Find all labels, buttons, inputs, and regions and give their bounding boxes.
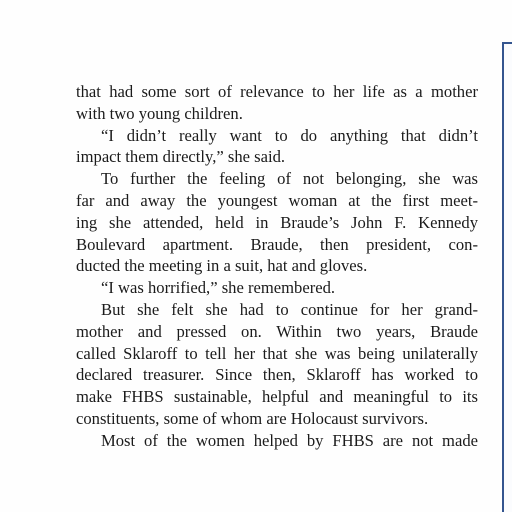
text-line: make FHBS sustainable, helpful and meaningful to its [76,387,478,407]
body-text [76,81,478,452]
text-line: mother and pressed on. Within two years, Braude [76,321,478,341]
text-line: ing she attended, held in Braude’s John F. Kennedy [76,212,478,232]
text-line: ducted the meeting in a suit, hat and gloves. [76,256,368,276]
text-line: with two young children. [76,103,243,123]
text-line: called Sklaroff to tell her that she was being unilaterally [76,343,478,363]
text-line: But she felt she had to continue for her grand- [101,299,478,319]
text-line: impact them directly,” she said. [76,147,286,167]
text-line: declared treasurer. Since then, Sklaroff has worked to [76,365,478,385]
text-line: Most of the women helped by FHBS are not made [101,430,478,450]
text-line: constituents, some of whom are Holocaust survivors. [76,408,429,428]
text-line: far and away the youngest woman at the first meet- [76,190,478,210]
text-line: To further the feeling of not belonging, she was [101,169,478,189]
text-line: “I was horrified,” she remembered. [101,278,336,298]
text-line: Boulevard apartment. Braude, then president, con- [76,234,478,254]
text-line: that had some sort of relevance to her life as a mother [76,82,478,101]
text-line: “I didn’t really want to do anything that didn’t [101,125,478,145]
page-edge-border [502,42,512,512]
